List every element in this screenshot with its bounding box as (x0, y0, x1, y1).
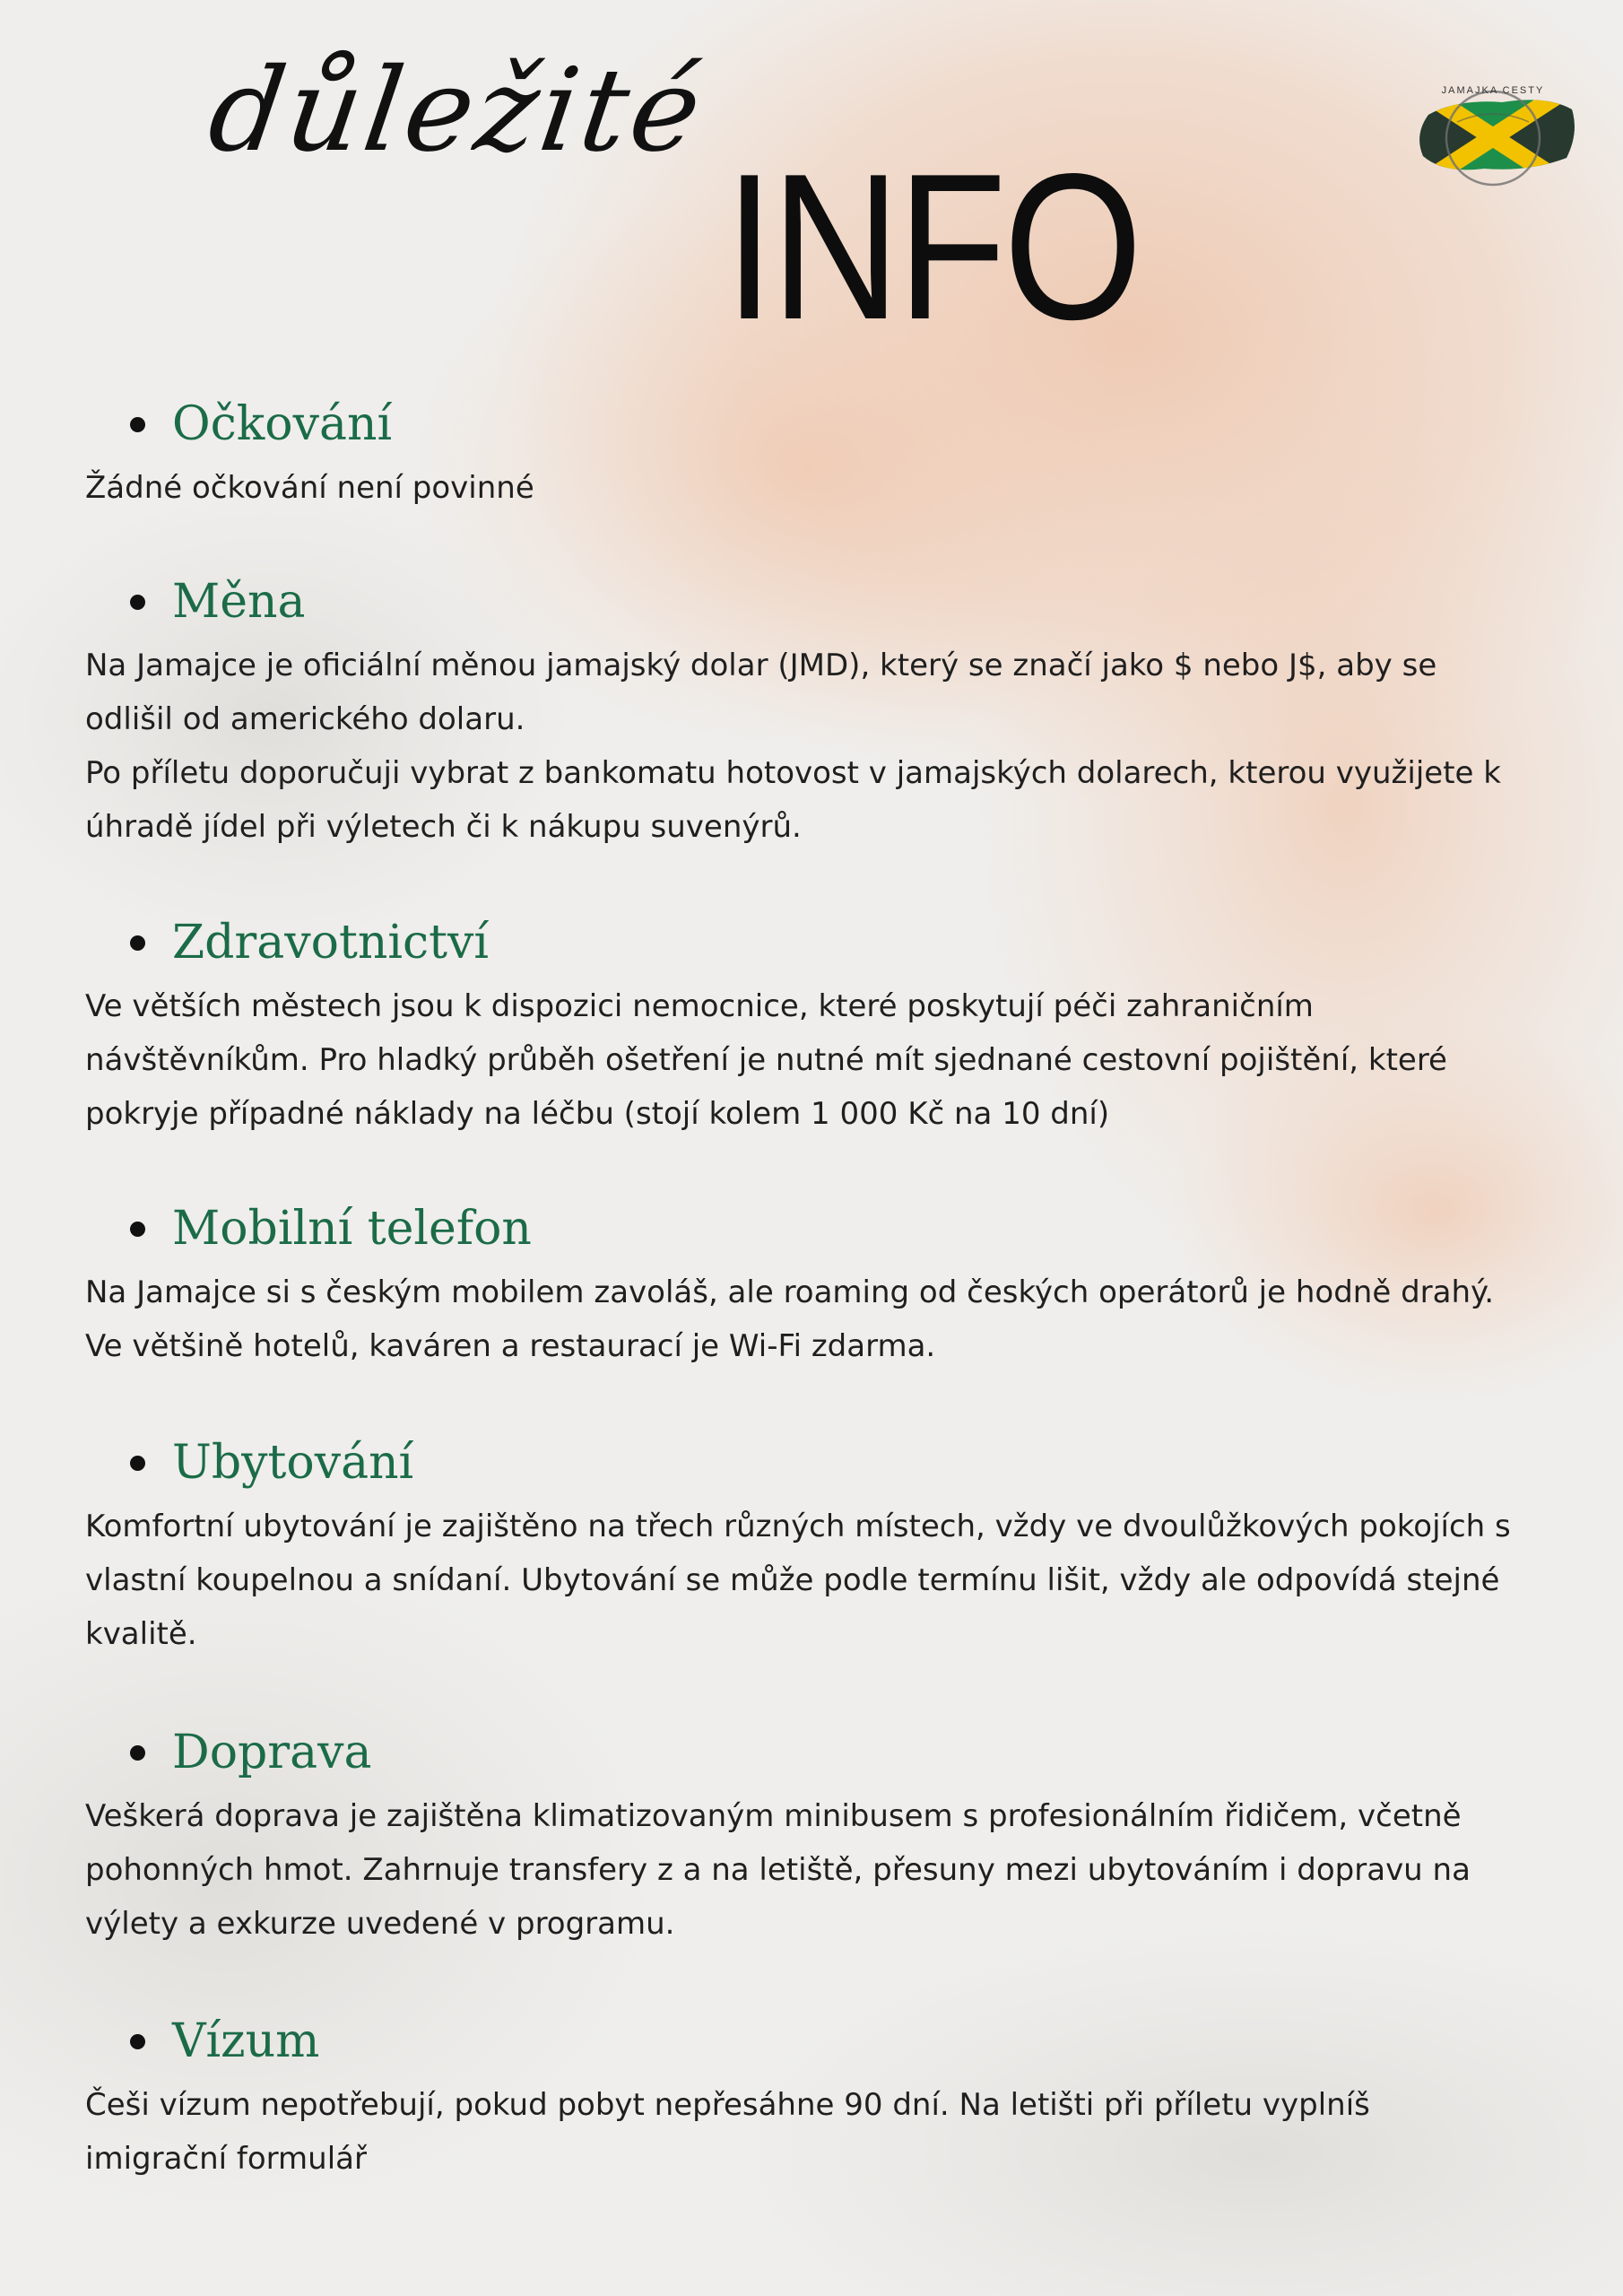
section-body: Češi vízum nepotřebují, pokud pobyt nepřesáhne 90 dní. Na letišti při příletu vyplníš imigrační formulář (85, 2087, 1370, 2178)
heading-text: Mobilní telefon (172, 1202, 532, 1256)
bullet-icon (130, 935, 145, 951)
logo-text: JAMAJKA CESTY (1441, 85, 1545, 96)
section-transport (85, 1727, 1547, 1951)
section-heading (130, 2016, 1547, 2067)
page-title: INFO (725, 131, 1140, 363)
bullet-icon (130, 417, 145, 432)
section-currency (85, 577, 1547, 854)
section-heading (130, 577, 1547, 628)
section-body: Na Jamajce si s českým mobilem zavoláš, ale roaming od českých operátorů je hodně drahý. Ve většině hotelů, kaváren a restaurací je Wi-Fi zdarma. (85, 1274, 1495, 1365)
bullet-icon (130, 1222, 145, 1237)
section-heading (130, 1204, 1547, 1255)
section-heading (130, 399, 1547, 450)
section-vaccination (85, 399, 1547, 515)
script-title: důležité (201, 44, 713, 178)
section-visa (85, 2016, 1547, 2186)
jamaica-flag-globe-logo (1403, 79, 1583, 196)
heading-text: Vízum (172, 2014, 320, 2068)
section-body: Veškerá doprava je zajištěna klimatizovaným minibusem s profesionálním řidičem, včetně pohonných hmot. Zahrnuje transfery z a na letiště, přesuny mezi ubytováním i dopravu na výlety a exkurze uvedené v programu. (85, 1798, 1471, 1943)
heading-text: Zdravotnictví (172, 916, 490, 970)
section-body: Komfortní ubytování je zajištěno na třech různých místech, vždy ve dvoulůžkových pokojích s vlastní koupelnou a snídaní. Ubytování se může podle termínu lišit, vždy ale odpovídá stejné kvalitě. (85, 1509, 1511, 1653)
section-heading (130, 1727, 1547, 1779)
bullet-icon (130, 595, 145, 610)
heading-text: Ubytování (172, 1436, 414, 1490)
bullet-icon (130, 1456, 145, 1471)
section-body: Ve větších městech jsou k dispozici nemocnice, které poskytují péči zahraničním návštěvníkům. Pro hladký průběh ošetření je nutné mít sjednané cestovní pojištění, které pokryje případné náklady na léčbu (stojí kolem 1 000 Kč na 10 dní) (85, 988, 1447, 1133)
bullet-icon (130, 1745, 145, 1761)
section-heading (130, 1438, 1547, 1489)
section-heading (130, 918, 1547, 969)
section-body: Žádné očkování není povinné (85, 470, 534, 507)
heading-text: Očkování (172, 397, 393, 451)
section-body: Na Jamajce je oficiální měnou jamajský dolar (JMD), který se značí jako $ nebo J$, aby se odlišil od amerického dolaru. Po příletu doporučuji vybrat z bankomatu hotovost v jamajských dolarech, kterou využijete k úhradě jídel při výletech či k nákupu suvenýrů. (85, 648, 1501, 846)
heading-text: Doprava (172, 1726, 372, 1779)
heading-text: Měna (172, 575, 306, 629)
section-mobile-phone (85, 1204, 1547, 1373)
section-accommodation (85, 1438, 1547, 1661)
bullet-icon (130, 2034, 145, 2049)
section-healthcare (85, 918, 1547, 1141)
